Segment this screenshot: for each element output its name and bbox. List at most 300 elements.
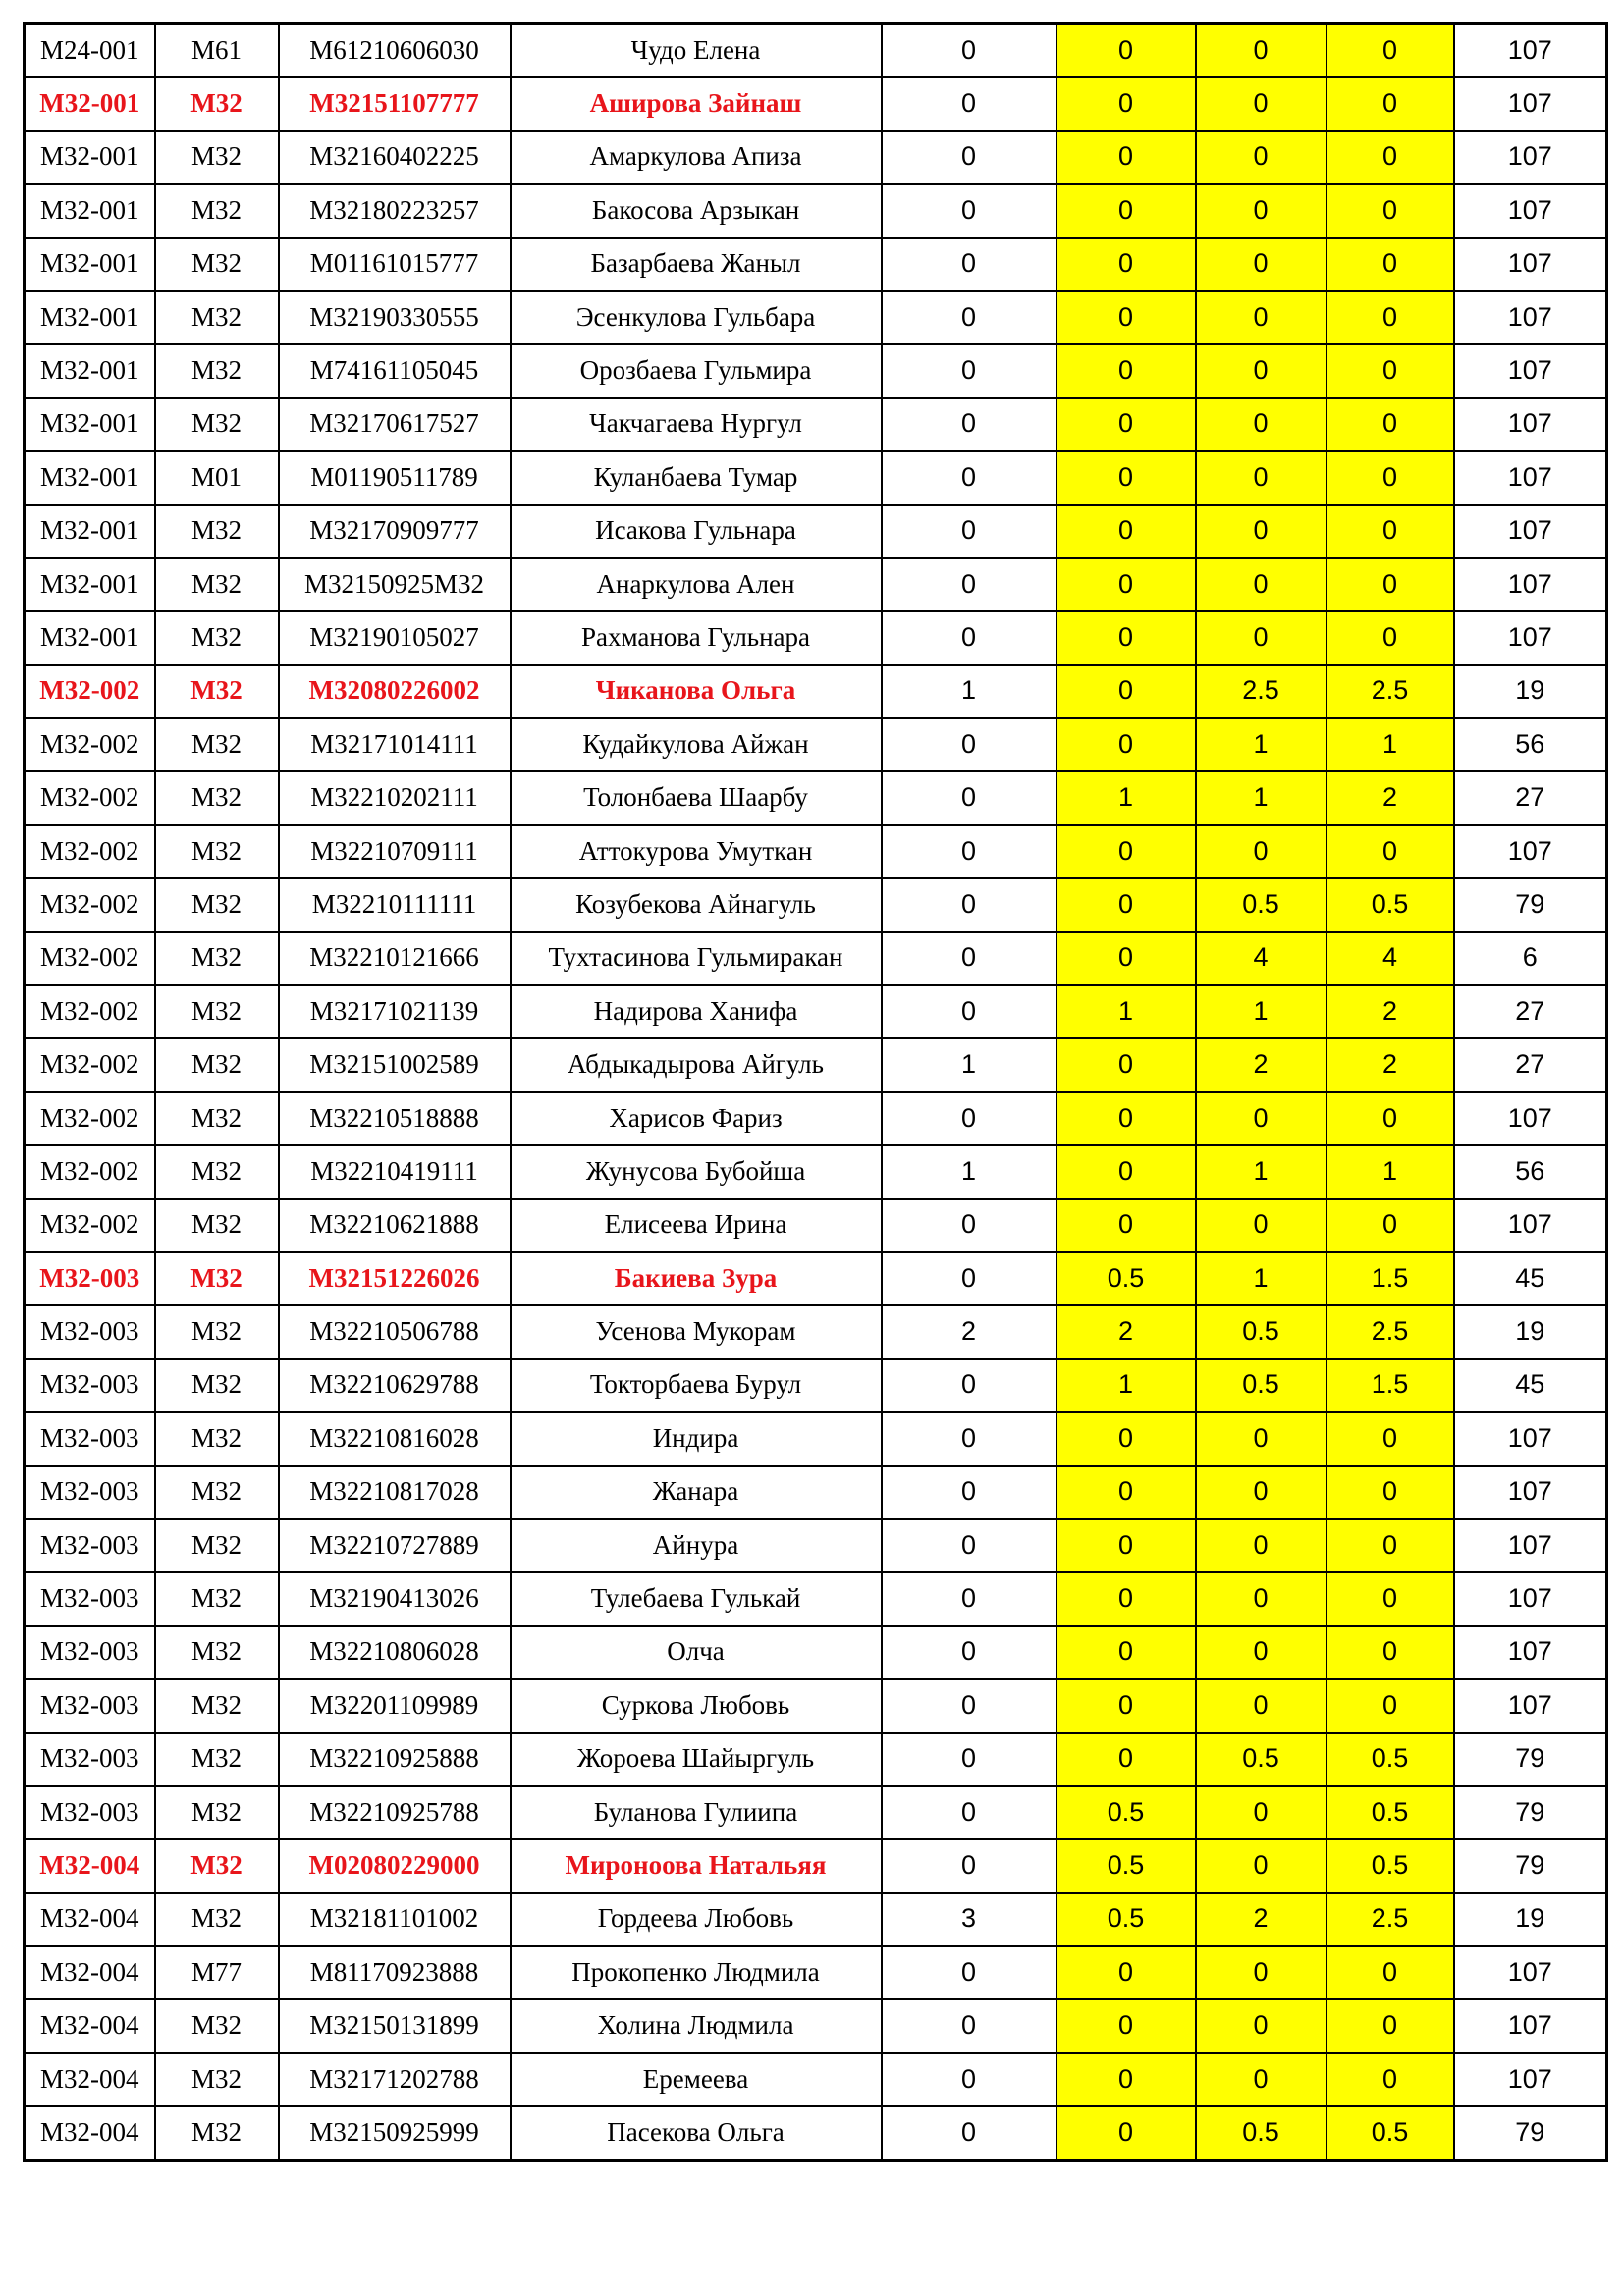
table-row — [25, 184, 1607, 237]
group-cell: M32 — [155, 1145, 279, 1198]
total-cell: 0 — [1326, 291, 1454, 344]
rank-cell: 79 — [1454, 1786, 1607, 1839]
table-row — [25, 1946, 1607, 1999]
value1-cell: 0 — [882, 398, 1056, 451]
group-cell: M32 — [155, 1305, 279, 1358]
total-cell: 0 — [1326, 2053, 1454, 2106]
value3-cell: 0 — [1196, 344, 1326, 397]
group-cell: M32 — [155, 558, 279, 611]
name-cell: Айнура — [511, 1519, 882, 1572]
value1-cell: 0 — [882, 238, 1056, 291]
value3-cell: 0 — [1196, 1412, 1326, 1465]
code-cell: M32-004 — [25, 2053, 155, 2106]
table-row — [25, 1786, 1607, 1839]
value3-cell: 0 — [1196, 184, 1326, 237]
value1-cell: 0 — [882, 1733, 1056, 1786]
total-cell: 0 — [1326, 24, 1454, 78]
rank-cell: 27 — [1454, 771, 1607, 824]
value1-cell: 0 — [882, 1199, 1056, 1252]
table-row — [25, 1626, 1607, 1679]
value1-cell: 0 — [882, 184, 1056, 237]
value1-cell: 0 — [882, 718, 1056, 771]
id-cell: M32151107777 — [279, 77, 511, 130]
group-cell: M32 — [155, 718, 279, 771]
table-row — [25, 1572, 1607, 1625]
value1-cell: 0 — [882, 344, 1056, 397]
value3-cell: 0.5 — [1196, 1305, 1326, 1358]
value3-cell: 0 — [1196, 1946, 1326, 1999]
rank-cell: 107 — [1454, 505, 1607, 558]
value1-cell: 0 — [882, 1519, 1056, 1572]
total-cell: 0 — [1326, 1412, 1454, 1465]
total-cell: 0.5 — [1326, 2106, 1454, 2160]
value1-cell: 0 — [882, 1786, 1056, 1839]
id-cell: M32170617527 — [279, 398, 511, 451]
name-cell: Амаркулова Апиза — [511, 131, 882, 184]
rank-cell: 6 — [1454, 932, 1607, 985]
value3-cell: 0 — [1196, 1786, 1326, 1839]
value1-cell: 0 — [882, 771, 1056, 824]
code-cell: M32-002 — [25, 985, 155, 1038]
rank-cell: 107 — [1454, 1199, 1607, 1252]
value3-cell: 0 — [1196, 1519, 1326, 1572]
total-cell: 1.5 — [1326, 1359, 1454, 1412]
table-row-group-head — [25, 1252, 1607, 1305]
value2-cell: 0.5 — [1056, 1893, 1196, 1946]
value1-cell: 0 — [882, 1412, 1056, 1465]
value2-cell: 0 — [1056, 2053, 1196, 2106]
value1-cell: 0 — [882, 24, 1056, 78]
code-cell: M32-001 — [25, 398, 155, 451]
rank-cell: 107 — [1454, 825, 1607, 878]
id-cell: M32180223257 — [279, 184, 511, 237]
group-cell: M32 — [155, 1893, 279, 1946]
value2-cell: 0 — [1056, 1466, 1196, 1519]
value3-cell: 0 — [1196, 1999, 1326, 2052]
value1-cell: 0 — [882, 77, 1056, 130]
rank-cell: 27 — [1454, 985, 1607, 1038]
name-cell: Чудо Елена — [511, 24, 882, 78]
rank-cell: 79 — [1454, 2106, 1607, 2160]
value3-cell: 0 — [1196, 1466, 1326, 1519]
value1-cell: 0 — [882, 558, 1056, 611]
value2-cell: 0 — [1056, 825, 1196, 878]
value3-cell: 0 — [1196, 131, 1326, 184]
value1-cell: 0 — [882, 878, 1056, 931]
group-cell: M32 — [155, 1733, 279, 1786]
value2-cell: 0 — [1056, 932, 1196, 985]
table-row — [25, 985, 1607, 1038]
table-row — [25, 1679, 1607, 1732]
rank-cell: 107 — [1454, 77, 1607, 130]
total-cell: 2 — [1326, 771, 1454, 824]
rank-cell: 107 — [1454, 1679, 1607, 1732]
id-cell: M81170923888 — [279, 1946, 511, 1999]
value2-cell: 1 — [1056, 1359, 1196, 1412]
table-row — [25, 1145, 1607, 1198]
code-cell: M32-001 — [25, 611, 155, 664]
value3-cell: 4 — [1196, 932, 1326, 985]
value1-cell: 0 — [882, 2106, 1056, 2160]
table-row — [25, 1893, 1607, 1946]
name-cell: Гордеева Любовь — [511, 1893, 882, 1946]
group-cell: M32 — [155, 505, 279, 558]
rank-cell: 45 — [1454, 1252, 1607, 1305]
table-row — [25, 1999, 1607, 2052]
rank-cell: 107 — [1454, 558, 1607, 611]
value1-cell: 1 — [882, 1038, 1056, 1091]
value1-cell: 0 — [882, 1626, 1056, 1679]
name-cell: Надирова Ханифа — [511, 985, 882, 1038]
value1-cell: 1 — [882, 1145, 1056, 1198]
group-cell: M32 — [155, 1199, 279, 1252]
rank-cell: 27 — [1454, 1038, 1607, 1091]
name-cell: Рахманова Гульнара — [511, 611, 882, 664]
id-cell: M32150925999 — [279, 2106, 511, 2160]
rank-cell: 107 — [1454, 1626, 1607, 1679]
total-cell: 2.5 — [1326, 1893, 1454, 1946]
code-cell: M32-004 — [25, 2106, 155, 2160]
total-cell: 0.5 — [1326, 1733, 1454, 1786]
value2-cell: 1 — [1056, 771, 1196, 824]
total-cell: 2 — [1326, 1038, 1454, 1091]
group-cell: M32 — [155, 238, 279, 291]
value1-cell: 3 — [882, 1893, 1056, 1946]
code-cell: M32-003 — [25, 1572, 155, 1625]
group-cell: M32 — [155, 611, 279, 664]
value3-cell: 0 — [1196, 558, 1326, 611]
value1-cell: 0 — [882, 1946, 1056, 1999]
name-cell: Харисов Фариз — [511, 1092, 882, 1145]
group-cell: M32 — [155, 1519, 279, 1572]
table-row — [25, 1199, 1607, 1252]
id-cell: M02080229000 — [279, 1839, 511, 1892]
value2-cell: 0.5 — [1056, 1786, 1196, 1839]
rank-cell: 107 — [1454, 1092, 1607, 1145]
total-cell: 0 — [1326, 825, 1454, 878]
code-cell: M32-004 — [25, 1893, 155, 1946]
group-cell: M32 — [155, 1786, 279, 1839]
value3-cell: 0 — [1196, 398, 1326, 451]
group-cell: M32 — [155, 1038, 279, 1091]
table-row — [25, 24, 1607, 78]
id-cell: M32210419111 — [279, 1145, 511, 1198]
value2-cell: 0 — [1056, 1145, 1196, 1198]
value3-cell: 0 — [1196, 825, 1326, 878]
rank-cell: 107 — [1454, 451, 1607, 504]
id-cell: M32201109989 — [279, 1679, 511, 1732]
total-cell: 0.5 — [1326, 1786, 1454, 1839]
code-cell: M32-002 — [25, 1199, 155, 1252]
code-cell: M32-001 — [25, 77, 155, 130]
rank-cell: 107 — [1454, 1519, 1607, 1572]
code-cell: M24-001 — [25, 24, 155, 78]
value3-cell: 1 — [1196, 718, 1326, 771]
rank-cell: 56 — [1454, 1145, 1607, 1198]
group-cell: M01 — [155, 451, 279, 504]
value3-cell: 0 — [1196, 611, 1326, 664]
total-cell: 0 — [1326, 1092, 1454, 1145]
value2-cell: 0 — [1056, 1946, 1196, 1999]
table-row — [25, 238, 1607, 291]
value1-cell: 0 — [882, 291, 1056, 344]
name-cell: Толонбаева Шаарбу — [511, 771, 882, 824]
value3-cell: 0 — [1196, 238, 1326, 291]
name-cell: Чиканова Ольга — [511, 665, 882, 718]
rank-cell: 107 — [1454, 291, 1607, 344]
name-cell: Жунусова Бубойша — [511, 1145, 882, 1198]
table-row — [25, 1733, 1607, 1786]
group-cell: M32 — [155, 77, 279, 130]
group-cell: M32 — [155, 665, 279, 718]
id-cell: M01190511789 — [279, 451, 511, 504]
code-cell: M32-003 — [25, 1252, 155, 1305]
code-cell: M32-003 — [25, 1679, 155, 1732]
rank-cell: 107 — [1454, 131, 1607, 184]
group-cell: M32 — [155, 398, 279, 451]
name-cell: Орозбаева Гульмира — [511, 344, 882, 397]
code-cell: M32-001 — [25, 131, 155, 184]
rank-cell: 19 — [1454, 1893, 1607, 1946]
id-cell: M32171021139 — [279, 985, 511, 1038]
total-cell: 0 — [1326, 611, 1454, 664]
total-cell: 0.5 — [1326, 878, 1454, 931]
value1-cell: 0 — [882, 505, 1056, 558]
code-cell: M32-003 — [25, 1412, 155, 1465]
total-cell: 1.5 — [1326, 1252, 1454, 1305]
code-cell: M32-003 — [25, 1359, 155, 1412]
total-cell: 1 — [1326, 718, 1454, 771]
code-cell: M32-004 — [25, 1999, 155, 2052]
table-row — [25, 718, 1607, 771]
id-cell: M32210709111 — [279, 825, 511, 878]
value3-cell: 0.5 — [1196, 1359, 1326, 1412]
value3-cell: 1 — [1196, 1252, 1326, 1305]
value1-cell: 0 — [882, 2053, 1056, 2106]
table-row — [25, 398, 1607, 451]
group-cell: M32 — [155, 184, 279, 237]
total-cell: 0 — [1326, 1626, 1454, 1679]
group-cell: M32 — [155, 1359, 279, 1412]
id-cell: M32210518888 — [279, 1092, 511, 1145]
id-cell: M32190413026 — [279, 1572, 511, 1625]
rank-cell: 19 — [1454, 665, 1607, 718]
rank-cell: 79 — [1454, 1839, 1607, 1892]
value3-cell: 0.5 — [1196, 1733, 1326, 1786]
name-cell: Бакиева Зура — [511, 1252, 882, 1305]
code-cell: M32-001 — [25, 505, 155, 558]
value3-cell: 0 — [1196, 2053, 1326, 2106]
group-cell: M32 — [155, 932, 279, 985]
value3-cell: 0 — [1196, 1679, 1326, 1732]
code-cell: M32-002 — [25, 1038, 155, 1091]
code-cell: M32-002 — [25, 1092, 155, 1145]
total-cell: 2.5 — [1326, 1305, 1454, 1358]
value3-cell: 2 — [1196, 1038, 1326, 1091]
value3-cell: 0 — [1196, 291, 1326, 344]
value2-cell: 1 — [1056, 985, 1196, 1038]
value1-cell: 0 — [882, 1999, 1056, 2052]
code-cell: M32-004 — [25, 1839, 155, 1892]
table-row — [25, 344, 1607, 397]
total-cell: 0 — [1326, 505, 1454, 558]
value2-cell: 0 — [1056, 1038, 1196, 1091]
value2-cell: 0 — [1056, 24, 1196, 78]
table-row — [25, 451, 1607, 504]
table-row — [25, 1466, 1607, 1519]
code-cell: M32-002 — [25, 932, 155, 985]
name-cell: Елисеева Ирина — [511, 1199, 882, 1252]
table-row-group-head — [25, 77, 1607, 130]
group-cell: M32 — [155, 1839, 279, 1892]
group-cell: M32 — [155, 1999, 279, 2052]
table-row — [25, 1519, 1607, 1572]
id-cell: M32151226026 — [279, 1252, 511, 1305]
rank-cell: 79 — [1454, 1733, 1607, 1786]
value2-cell: 0 — [1056, 1999, 1196, 2052]
table-row-group-head — [25, 1839, 1607, 1892]
value2-cell: 0.5 — [1056, 1252, 1196, 1305]
name-cell: Исакова Гульнара — [511, 505, 882, 558]
value2-cell: 0 — [1056, 505, 1196, 558]
group-cell: M32 — [155, 878, 279, 931]
code-cell: M32-003 — [25, 1626, 155, 1679]
code-cell: M32-002 — [25, 878, 155, 931]
name-cell: Жороева Шайыргуль — [511, 1733, 882, 1786]
value2-cell: 0 — [1056, 131, 1196, 184]
id-cell: M32210621888 — [279, 1199, 511, 1252]
name-cell: Абдыкадырова Айгуль — [511, 1038, 882, 1091]
rank-cell: 107 — [1454, 611, 1607, 664]
value3-cell: 0 — [1196, 1626, 1326, 1679]
code-cell: M32-001 — [25, 558, 155, 611]
value3-cell: 1 — [1196, 1145, 1326, 1198]
value1-cell: 0 — [882, 1466, 1056, 1519]
rank-cell: 79 — [1454, 878, 1607, 931]
id-cell: M32181101002 — [279, 1893, 511, 1946]
id-cell: M32160402225 — [279, 131, 511, 184]
name-cell: Усенова Мукорам — [511, 1305, 882, 1358]
value2-cell: 0 — [1056, 1199, 1196, 1252]
table-row — [25, 1092, 1607, 1145]
value1-cell: 0 — [882, 1092, 1056, 1145]
value3-cell: 0 — [1196, 77, 1326, 130]
table-row — [25, 505, 1607, 558]
value2-cell: 0 — [1056, 665, 1196, 718]
name-cell: Пасекова Ольга — [511, 2106, 882, 2160]
value3-cell: 0 — [1196, 1199, 1326, 1252]
id-cell: M32190105027 — [279, 611, 511, 664]
group-cell: M32 — [155, 2053, 279, 2106]
total-cell: 1 — [1326, 1145, 1454, 1198]
value1-cell: 0 — [882, 1679, 1056, 1732]
table-row — [25, 611, 1607, 664]
code-cell: M32-002 — [25, 665, 155, 718]
name-cell: Эсенкулова Гульбара — [511, 291, 882, 344]
rank-cell: 107 — [1454, 344, 1607, 397]
code-cell: M32-001 — [25, 291, 155, 344]
name-cell: Аширова Зайнаш — [511, 77, 882, 130]
total-cell: 0 — [1326, 1946, 1454, 1999]
rank-cell: 107 — [1454, 238, 1607, 291]
table-row — [25, 291, 1607, 344]
id-cell: M32150131899 — [279, 1999, 511, 2052]
value1-cell: 2 — [882, 1305, 1056, 1358]
rank-cell: 56 — [1454, 718, 1607, 771]
value3-cell: 0 — [1196, 505, 1326, 558]
total-cell: 0 — [1326, 558, 1454, 611]
name-cell: Тухтасинова Гульмиракан — [511, 932, 882, 985]
id-cell: M32210925788 — [279, 1786, 511, 1839]
value2-cell: 0 — [1056, 611, 1196, 664]
value1-cell: 0 — [882, 985, 1056, 1038]
group-cell: M32 — [155, 1412, 279, 1465]
total-cell: 0 — [1326, 131, 1454, 184]
id-cell: M32210806028 — [279, 1626, 511, 1679]
value2-cell: 0 — [1056, 238, 1196, 291]
id-cell: M32210727889 — [279, 1519, 511, 1572]
value2-cell: 0 — [1056, 1092, 1196, 1145]
value2-cell: 0 — [1056, 344, 1196, 397]
group-cell: M32 — [155, 344, 279, 397]
value1-cell: 0 — [882, 932, 1056, 985]
value3-cell: 0 — [1196, 451, 1326, 504]
id-cell: M01161015777 — [279, 238, 511, 291]
rank-cell: 107 — [1454, 1412, 1607, 1465]
value3-cell: 0 — [1196, 1839, 1326, 1892]
total-cell: 0 — [1326, 184, 1454, 237]
code-cell: M32-003 — [25, 1786, 155, 1839]
id-cell: M32210925888 — [279, 1733, 511, 1786]
name-cell: Буланова Гулиипа — [511, 1786, 882, 1839]
value3-cell: 0.5 — [1196, 878, 1326, 931]
name-cell: Индира — [511, 1412, 882, 1465]
value1-cell: 0 — [882, 1252, 1056, 1305]
table-row — [25, 2053, 1607, 2106]
id-cell: M32210817028 — [279, 1466, 511, 1519]
table-row — [25, 1412, 1607, 1465]
name-cell: Кудайкулова Айжан — [511, 718, 882, 771]
name-cell: Бакосова Арзыкан — [511, 184, 882, 237]
total-cell: 0 — [1326, 344, 1454, 397]
total-cell: 0 — [1326, 1466, 1454, 1519]
table-row — [25, 932, 1607, 985]
group-cell: M32 — [155, 2106, 279, 2160]
group-cell: M77 — [155, 1946, 279, 1999]
rank-cell: 107 — [1454, 1946, 1607, 1999]
id-cell: M32210202111 — [279, 771, 511, 824]
id-cell: M32210816028 — [279, 1412, 511, 1465]
code-cell: M32-003 — [25, 1466, 155, 1519]
rank-cell: 107 — [1454, 24, 1607, 78]
value1-cell: 0 — [882, 1572, 1056, 1625]
code-cell: M32-003 — [25, 1519, 155, 1572]
code-cell: M32-002 — [25, 1145, 155, 1198]
id-cell: M32080226002 — [279, 665, 511, 718]
total-cell: 0.5 — [1326, 1839, 1454, 1892]
id-cell: M32150925M32 — [279, 558, 511, 611]
name-cell: Токторбаева Бурул — [511, 1359, 882, 1412]
id-cell: M61210606030 — [279, 24, 511, 78]
group-cell: M32 — [155, 1092, 279, 1145]
code-cell: M32-003 — [25, 1305, 155, 1358]
group-cell: M32 — [155, 291, 279, 344]
value1-cell: 1 — [882, 665, 1056, 718]
value2-cell: 0 — [1056, 1572, 1196, 1625]
name-cell: Холина Людмила — [511, 1999, 882, 2052]
total-cell: 4 — [1326, 932, 1454, 985]
table-row — [25, 1305, 1607, 1358]
